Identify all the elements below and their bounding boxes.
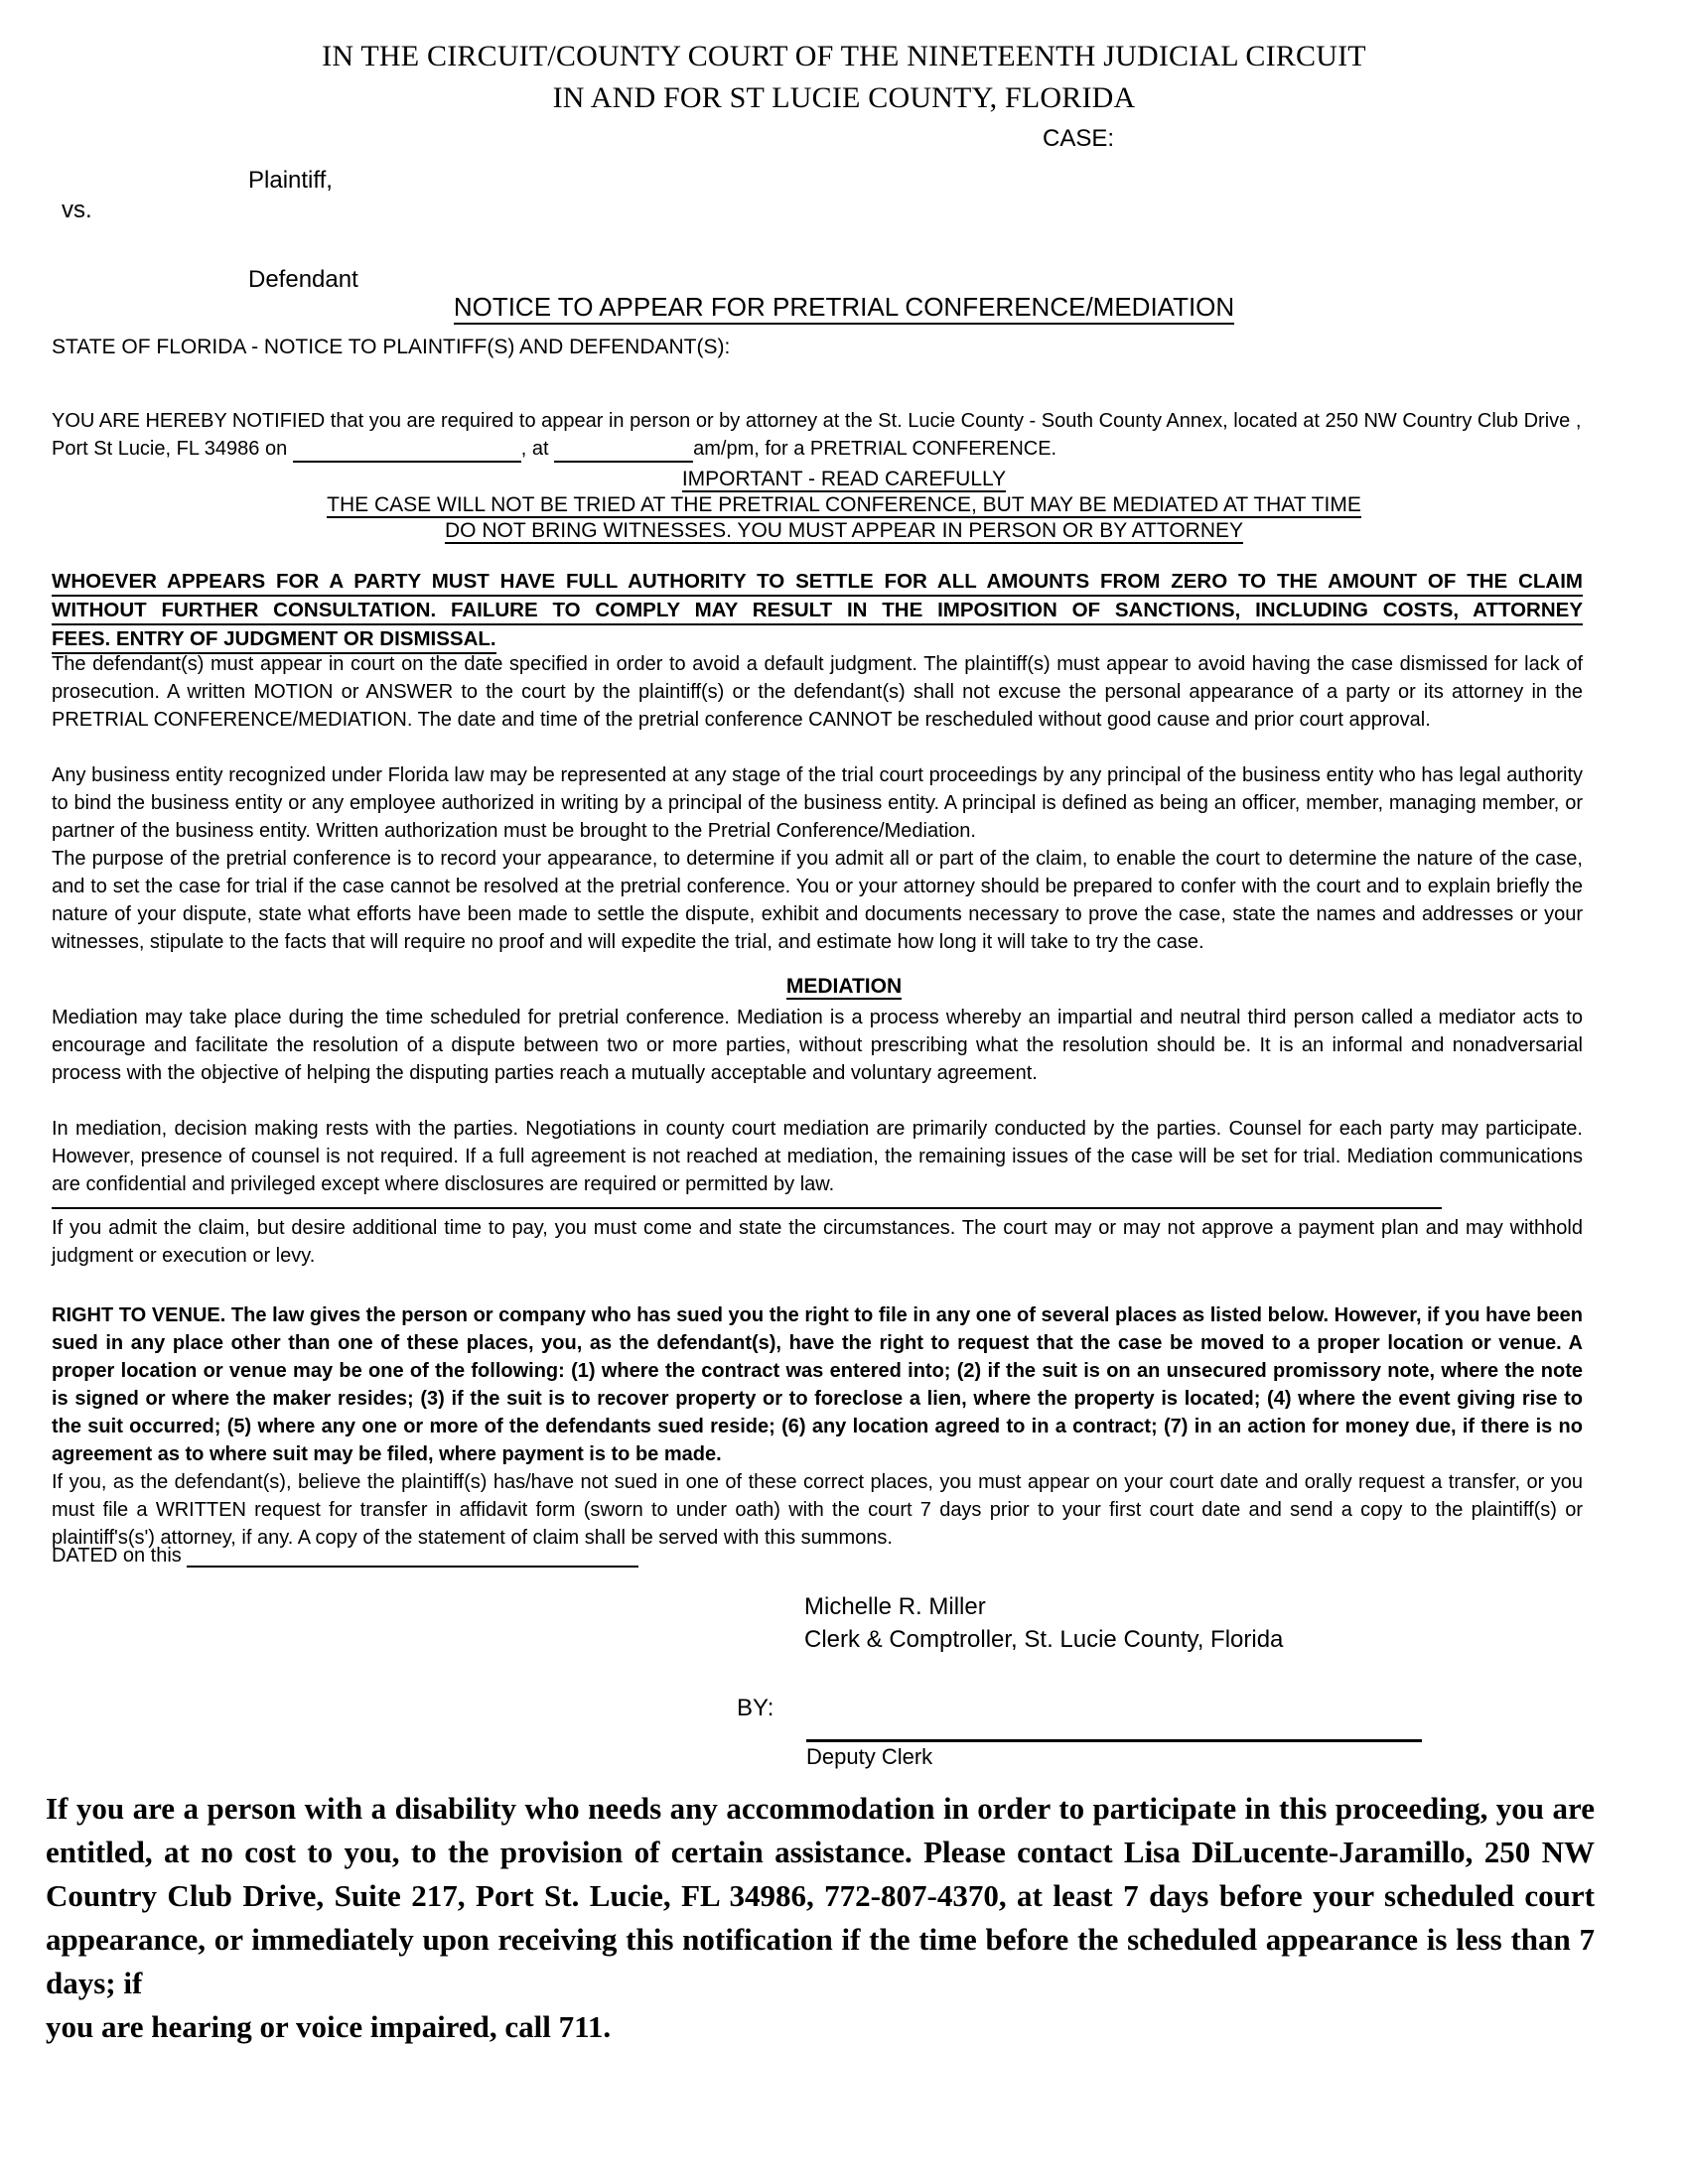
important-line-3: DO NOT BRING WITNESSES. YOU MUST APPEAR IN PERSON OR BY ATTORNEY	[445, 519, 1243, 542]
warning-line-2: WITHOUT FURTHER CONSULTATION. FAILURE TO COMPLY MAY RESULT IN THE IMPOSITION OF SANCTIONS, INCLUDING COSTS, ATTORNEY	[52, 597, 1583, 625]
authority-to-settle-warning	[52, 568, 1583, 654]
clerk-title: Clerk & Comptroller, St. Lucie County, Florida	[804, 1626, 1284, 1653]
important-line-2: THE CASE WILL NOT BE TRIED AT THE PRETRIAL CONFERENCE, BUT MAY BE MEDIATED AT THAT TIME	[327, 493, 1361, 516]
transfer-request-paragraph: If you, as the defendant(s), believe the plaintiff(s) has/have not sued in one of these correct places, you must appear on your court date and orally request a transfer, or you must file a WRITTEN request for transfer in affidavit form (sworn to under oath) with the court 7 days prior to your first court date and send a copy to the plaintiff(s) or plaintiff's(s') attorney, if any. A copy of the statement of claim shall be served with this summons.	[52, 1471, 1583, 1549]
default-judgment-paragraph: The defendant(s) must appear in court on the date specified in order to avoid a default judgment. The plaintiff(s) must appear to avoid having the case dismissed for lack of prosecution. A written MOTION or ANSWER to the court by the plaintiff(s) or the defendant(s) shall not excuse the personal appearance of a party or its attorney in the PRETRIAL CONFERENCE/MEDIATION. The date and time of the pretrial conference CANNOT be rescheduled without good cause and prior court approval.	[52, 653, 1583, 731]
court-heading	[0, 36, 1688, 119]
deputy-clerk-signature-line[interactable]	[806, 1739, 1422, 1742]
section-divider	[52, 1207, 1442, 1209]
versus-label: vs.	[62, 197, 92, 223]
hereby-notified-part-1: YOU ARE HEREBY NOTIFIED that you are required to appear in person or by attorney at the St. Lucie County - South County Annex, located at 250 NW Country Club Drive , Port St Lucie, FL 34986 on	[52, 410, 1582, 460]
state-notice-line: STATE OF FLORIDA - NOTICE TO PLAINTIFF(S) AND DEFENDANT(S):	[52, 336, 731, 358]
document-title-text: NOTICE TO APPEAR FOR PRETRIAL CONFERENCE/MEDIATION	[454, 292, 1234, 325]
by-label: BY:	[737, 1695, 774, 1721]
important-line-1: IMPORTANT - READ CAREFULLY	[681, 468, 1007, 490]
payment-plan-paragraph: If you admit the claim, but desire additional time to pay, you must come and state the circumstances. The court may or may not approve a payment plan and may withhold judgment or execution or levy.	[52, 1217, 1583, 1267]
warning-line-1: WHOEVER APPEARS FOR A PARTY MUST HAVE FULL AUTHORITY TO SETTLE FOR ALL AMOUNTS FROM ZERO TO THE AMOUNT OF THE CLAIM	[52, 568, 1583, 597]
hereby-notified-paragraph	[52, 407, 1583, 463]
dated-on-line	[52, 1545, 638, 1568]
not-tried-notice	[0, 492, 1688, 518]
right-to-venue-label: RIGHT TO VENUE.	[52, 1304, 226, 1326]
court-heading-line-1: IN THE CIRCUIT/COUNTY COURT OF THE NINETEENTH JUDICIAL CIRCUIT	[322, 40, 1366, 72]
important-read-carefully	[0, 467, 1688, 492]
defendant-label: Defendant	[248, 266, 358, 293]
plaintiff-label: Plaintiff,	[248, 167, 333, 194]
pretrial-purpose-paragraph: The purpose of the pretrial conference is to record your appearance, to determine if you admit all or part of the claim, to enable the court to determine the nature of the case, and to set the case for trial if the case cannot be resolved at the pretrial conference. You or your attorney should be prepared to confer with the court and to explain briefly the nature of your dispute, state what efforts have been made to settle the dispute, exhibit and documents necessary to prove the case, state the names and addresses or your witnesses, stipulate to the facts that will require no proof and will expedite the trial, and estimate how long it will take to try the case.	[52, 848, 1583, 953]
mediation-paragraph-2: In mediation, decision making rests with the parties. Negotiations in county court mediation are primarily conducted by the parties. Counsel for each party may participate. However, presence of counsel is not required. If a full agreement is not reached at mediation, the remaining issues of the case will be set for trial. Mediation communications are confidential and privileged except where disclosures are required or permitted by law.	[52, 1118, 1583, 1195]
business-entity-paragraph: Any business entity recognized under Florida law may be represented at any stage of the trial court proceedings by any principal of the business entity who has legal authority to bind the business entity or any employee authorized in writing by a principal of the business entity. A principal is defined as being an officer, member, managing member, or partner of the business entity. Written authorization must be brought to the Pretrial Conference/Mediation.	[52, 764, 1583, 842]
ada-notice-text: If you are a person with a disability who needs any accommodation in order to participate in this proceeding, you are entitled, at no cost to you, to the provision of certain assistance. Please contact Lisa DiLucente-Jaramillo, 250 NW Country Club Drive, Suite 217, Port St. Lucie, FL 34986, 772-807-4370, at least 7 days before your scheduled court appearance, or immediately upon receiving this notification if the time before the scheduled appearance is less than 7 days; if	[46, 1791, 1595, 2000]
hereby-notified-part-2: , at	[520, 438, 549, 460]
court-heading-line-2: IN AND FOR ST LUCIE COUNTY, FLORIDA	[552, 81, 1136, 114]
date-blank-field[interactable]	[293, 442, 521, 463]
dated-on-label: DATED on this	[52, 1545, 182, 1567]
mediation-heading	[0, 975, 1688, 999]
document-title	[0, 292, 1688, 323]
mediation-heading-text: MEDIATION	[785, 975, 903, 998]
no-witnesses-notice	[0, 518, 1688, 544]
deputy-clerk-label: Deputy Clerk	[806, 1744, 933, 1769]
dated-blank-field[interactable]	[187, 1546, 638, 1568]
clerk-signature-block	[804, 1590, 1283, 1656]
case-number-label: CASE:	[1043, 125, 1115, 152]
hereby-notified-part-3: am/pm, for a PRETRIAL CONFERENCE.	[693, 438, 1057, 460]
ada-accommodation-notice	[46, 1787, 1595, 2049]
time-blank-field[interactable]	[554, 442, 693, 463]
clerk-name: Michelle R. Miller	[804, 1593, 986, 1620]
right-to-venue-text: The law gives the person or company who has sued you the right to file in any one of several places as listed below. However, if you have been sued in any place other than one of these places, you, as the defendant(s), have the right to request that the case be moved to a proper location or venue. A proper location or venue may be one of the following: (1) where the contract was entered into; (2) if the suit is on an unsecured promissory note, where the note is signed or where the maker resides; (3) if the suit is to recover property or to foreclose a lien, where the property is located; (4) where the event giving rise to the suit occurred; (5) where any one or more of the defendants sued reside; (6) any location agreed to in a contract; (7) in an action for money due, if there is no agreement as to where suit may be filed, where payment is to be made.	[52, 1304, 1583, 1465]
right-to-venue-paragraph	[52, 1301, 1583, 1468]
mediation-paragraph-1: Mediation may take place during the time scheduled for pretrial conference. Mediation is a process whereby an impartial and neutral third person called a mediator acts to encourage and facilitate the resolution of a dispute between two or more parties, without prescribing what the resolution should be. It is an informal and nonadversarial process with the objective of helping the disputing parties reach a mutually acceptable and voluntary agreement.	[52, 1007, 1583, 1084]
ada-notice-last-line: you are hearing or voice impaired, call 711.	[46, 2009, 612, 2044]
warning-line-3: FEES. ENTRY OF JUDGMENT OR DISMISSAL.	[52, 625, 496, 654]
